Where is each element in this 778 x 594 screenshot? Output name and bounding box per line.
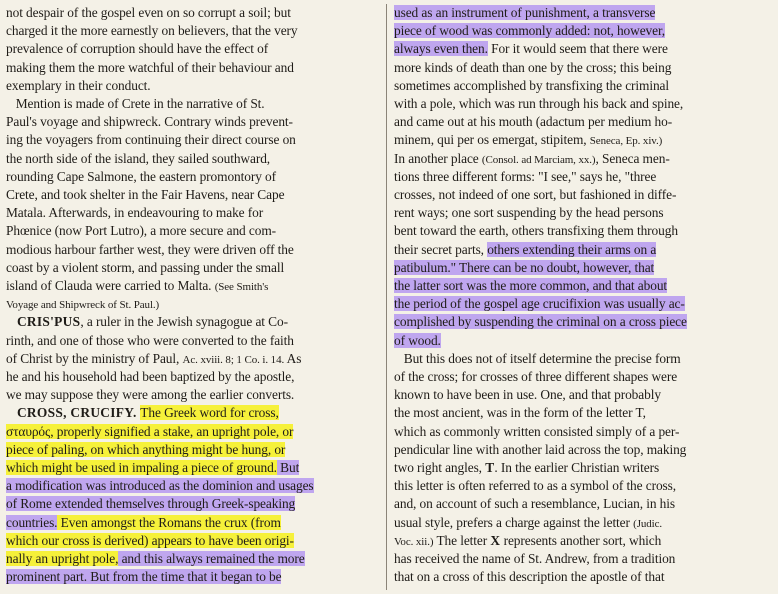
text-line	[394, 313, 687, 331]
text-segment: Mention is made of Crete in the narrative of St.	[6, 96, 265, 111]
text-segment: (See Smith's	[214, 281, 269, 293]
text-segment: rent ways; one sort suspending by the head persons	[394, 205, 664, 221]
text-segment: , properly signified a	[50, 423, 163, 439]
text-line	[394, 459, 659, 477]
text-line	[6, 568, 281, 586]
text-line	[6, 204, 263, 222]
text-segment: and, on account of such a resemblance, Lucian, in his	[394, 496, 676, 512]
text-segment: making them the more watchful of their behaviour and	[6, 59, 294, 75]
text-segment: prominent part.	[6, 569, 88, 585]
text-segment: (from	[247, 514, 281, 530]
text-line	[394, 4, 655, 22]
text-segment: Seneca, Ep. xiv.)	[589, 135, 663, 148]
text-segment: usual style, prefers a charge against the letter	[394, 514, 634, 530]
text-segment: crux	[224, 514, 248, 530]
text-segment: and this always remained the more	[118, 551, 305, 566]
text-segment: with a pole, which was run through his back and spine,	[394, 96, 684, 111]
text-segment: Phœnice (now Port Lutro), a more secure and com-	[6, 223, 276, 239]
text-segment: countries.	[6, 514, 58, 530]
text-segment: , an upright pole, or	[189, 423, 294, 439]
text-segment: of the cross; for crosses of three different shapes were	[394, 369, 678, 384]
text-segment: ing the voyagers from continuing their direct course on	[6, 132, 296, 148]
text-line	[394, 404, 646, 422]
text-segment: that on a cross of this description the apostle of that	[394, 569, 665, 585]
text-line	[394, 277, 667, 295]
text-segment: charged it the more earnestly on believers, that the very	[6, 23, 298, 39]
text-line	[6, 186, 284, 204]
text-line	[6, 59, 294, 77]
text-segment: more kinds of death than one by the cross; this being	[394, 59, 672, 75]
text-line	[6, 259, 284, 277]
text-segment: represents another sort, which	[500, 532, 662, 548]
text-segment: (Consol. ad Marciam, xx.)	[481, 153, 596, 166]
text-segment: is derived) appears to have been origi-	[89, 532, 294, 548]
text-line	[6, 22, 298, 40]
text-segment: In another place	[394, 150, 482, 166]
text-segment: the most ancient, was in the form of the letter T,	[394, 405, 646, 421]
text-line	[6, 40, 268, 58]
text-line	[394, 222, 678, 240]
text-line	[6, 131, 296, 149]
text-line	[6, 77, 151, 95]
text-line	[6, 332, 294, 350]
text-segment: bent toward the earth, others transfixing them through	[394, 223, 678, 239]
text-line	[6, 168, 276, 186]
text-segment: two right angles,	[394, 460, 486, 475]
text-segment: Crete, and took shelter in the Fair Havens, near Cape	[6, 187, 285, 202]
text-segment: . In the earlier Christian writers	[494, 460, 660, 475]
text-line	[6, 350, 301, 368]
text-segment: Voc. xii.)	[394, 535, 434, 548]
text-segment: of wood.	[394, 332, 441, 348]
text-line	[6, 550, 305, 568]
text-line	[394, 514, 662, 532]
text-segment: and came out at his mouth (adactum per medium ho-	[394, 114, 673, 130]
text-line	[394, 259, 654, 277]
text-line	[394, 40, 668, 58]
text-segment: which our	[6, 532, 63, 548]
text-segment: this letter is often referred to as a symbol of the cross,	[394, 478, 677, 494]
text-line	[6, 113, 293, 131]
text-line	[6, 495, 295, 513]
text-segment: The Greek word for cross,	[140, 405, 279, 421]
text-line	[394, 150, 670, 168]
text-line	[394, 350, 681, 368]
text-line	[394, 477, 676, 495]
text-line	[394, 386, 661, 404]
text-line	[6, 4, 291, 22]
text-segment: patibulum." There can be no doubt, however, that	[394, 259, 655, 275]
text-segment: which as commonly written consisted simply of a per-	[394, 423, 680, 439]
text-segment: used as an instrument of punishment, a transverse	[394, 5, 656, 20]
text-segment: CRIS'PUS	[6, 314, 81, 330]
text-line	[394, 332, 441, 350]
text-line	[6, 459, 299, 477]
text-segment: crosses, not indeed of one sort, but fashioned in diffe-	[394, 187, 677, 202]
text-segment: X	[490, 532, 501, 548]
text-line	[394, 441, 686, 459]
text-line	[6, 404, 279, 422]
text-segment: Ac. xviii. 8; 1 Co. i. 14.	[182, 353, 285, 366]
text-segment: the north side of the island, they sailed southward,	[6, 150, 271, 166]
text-line	[6, 441, 285, 459]
text-segment: But from the time that it began to be	[87, 569, 282, 585]
text-segment: others extending their arms on a	[487, 241, 657, 257]
text-line	[394, 186, 676, 204]
text-segment: we may suppose they were among the earlier converts.	[6, 387, 295, 403]
text-segment: which might be used in impaling a piece of ground.	[6, 460, 277, 475]
text-segment: , a ruler in the Jewish synagogue at Co-	[80, 314, 288, 330]
text-line	[6, 532, 294, 550]
text-segment: As	[284, 350, 302, 366]
text-line	[394, 368, 677, 386]
text-segment: not despair of the gospel even on so corrupt a soil; but	[6, 5, 291, 20]
text-line	[394, 241, 656, 259]
text-line	[394, 95, 683, 113]
text-segment: σταυρός	[6, 423, 51, 439]
text-line	[394, 568, 664, 586]
text-line	[6, 386, 294, 404]
text-line	[394, 77, 669, 95]
text-segment: rinth, and one of those who were converted to the faith	[6, 332, 294, 348]
text-line	[394, 168, 656, 186]
text-segment: piece of wood was commonly added: not, however,	[394, 23, 666, 39]
text-segment: sometimes accomplished by transfixing the criminal	[394, 77, 670, 93]
text-segment: prevalence of corruption should have the effect of	[6, 41, 269, 57]
text-segment: has received the name of St. Andrew, from a tradition	[394, 551, 676, 566]
text-line	[394, 550, 675, 568]
text-segment: complished by suspending the criminal on a cross piece	[394, 314, 687, 330]
text-line	[394, 131, 662, 149]
text-line	[6, 222, 276, 240]
text-segment: nally an upright pole,	[6, 551, 119, 566]
text-line	[6, 150, 270, 168]
text-line	[6, 423, 293, 441]
text-line	[6, 313, 288, 331]
text-line	[6, 295, 159, 313]
text-line	[394, 423, 679, 441]
text-segment: But this does not of itself determine the precise form	[394, 350, 681, 366]
text-segment: minem, qui per os emergat, stipitem,	[394, 132, 590, 148]
text-line	[6, 277, 268, 295]
text-segment: (Judic.	[633, 517, 663, 530]
text-segment: Paul's voyage and shipwreck. Contrary winds prevent-	[6, 114, 293, 130]
text-segment: the period of the gospel age crucifixion was usually ac-	[394, 296, 685, 312]
text-segment: rounding Cape Salmone, the eastern promontory of	[6, 168, 277, 184]
text-segment: always even then.	[394, 41, 488, 57]
text-line	[6, 95, 265, 113]
text-segment: coast by a violent storm, and passing under the small	[6, 259, 285, 275]
text-segment: Voyage and Shipwreck of St. Paul.)	[6, 299, 160, 312]
text-segment: , Seneca men-	[595, 150, 670, 166]
text-segment: stake	[162, 423, 190, 439]
text-line	[394, 59, 671, 77]
text-line	[394, 113, 672, 131]
text-segment: cross	[62, 532, 90, 548]
text-segment: the latter sort was the more common, and that about	[394, 278, 668, 293]
text-line	[6, 514, 281, 532]
text-segment: modious harbour farther west, they were driven off the	[6, 241, 294, 257]
text-segment: The letter	[433, 532, 491, 548]
text-segment: T	[485, 460, 495, 475]
text-line	[394, 22, 665, 40]
text-line	[394, 204, 663, 222]
text-segment: Even amongst the Romans the	[57, 514, 225, 530]
text-segment: tions three different forms: "I see," says he, "three	[394, 168, 657, 184]
text-line	[394, 495, 675, 513]
text-segment: of Rome extended themselves through Greek-speaking	[6, 496, 296, 512]
text-segment: a modification was introduced as the dominion and usages	[6, 478, 314, 494]
text-segment: But	[276, 460, 300, 475]
text-line	[6, 477, 314, 495]
text-segment: piece of paling, on which anything might be hung, or	[6, 441, 286, 457]
text-segment: CROSS, CRUCIFY.	[6, 405, 141, 421]
text-line	[394, 295, 685, 313]
text-line	[394, 532, 661, 550]
text-segment: their secret parts,	[394, 241, 488, 257]
text-segment: For it would seem that there were	[487, 41, 668, 57]
text-segment: of Christ by the ministry of Paul,	[6, 350, 183, 366]
text-segment: Matala. Afterwards, in endeavouring to make for	[6, 205, 264, 221]
text-segment: pendicular line with another laid across the top, making	[394, 441, 687, 457]
text-segment: island of Clauda were carried to Malta.	[6, 278, 215, 293]
text-segment: he and his household had been baptized by the apostle,	[6, 369, 295, 384]
text-segment: exemplary in their conduct.	[6, 77, 151, 93]
text-line	[6, 368, 294, 386]
text-line	[6, 241, 294, 259]
text-segment: known to have been in use. One, and that probably	[394, 387, 661, 403]
column-divider	[386, 4, 387, 590]
